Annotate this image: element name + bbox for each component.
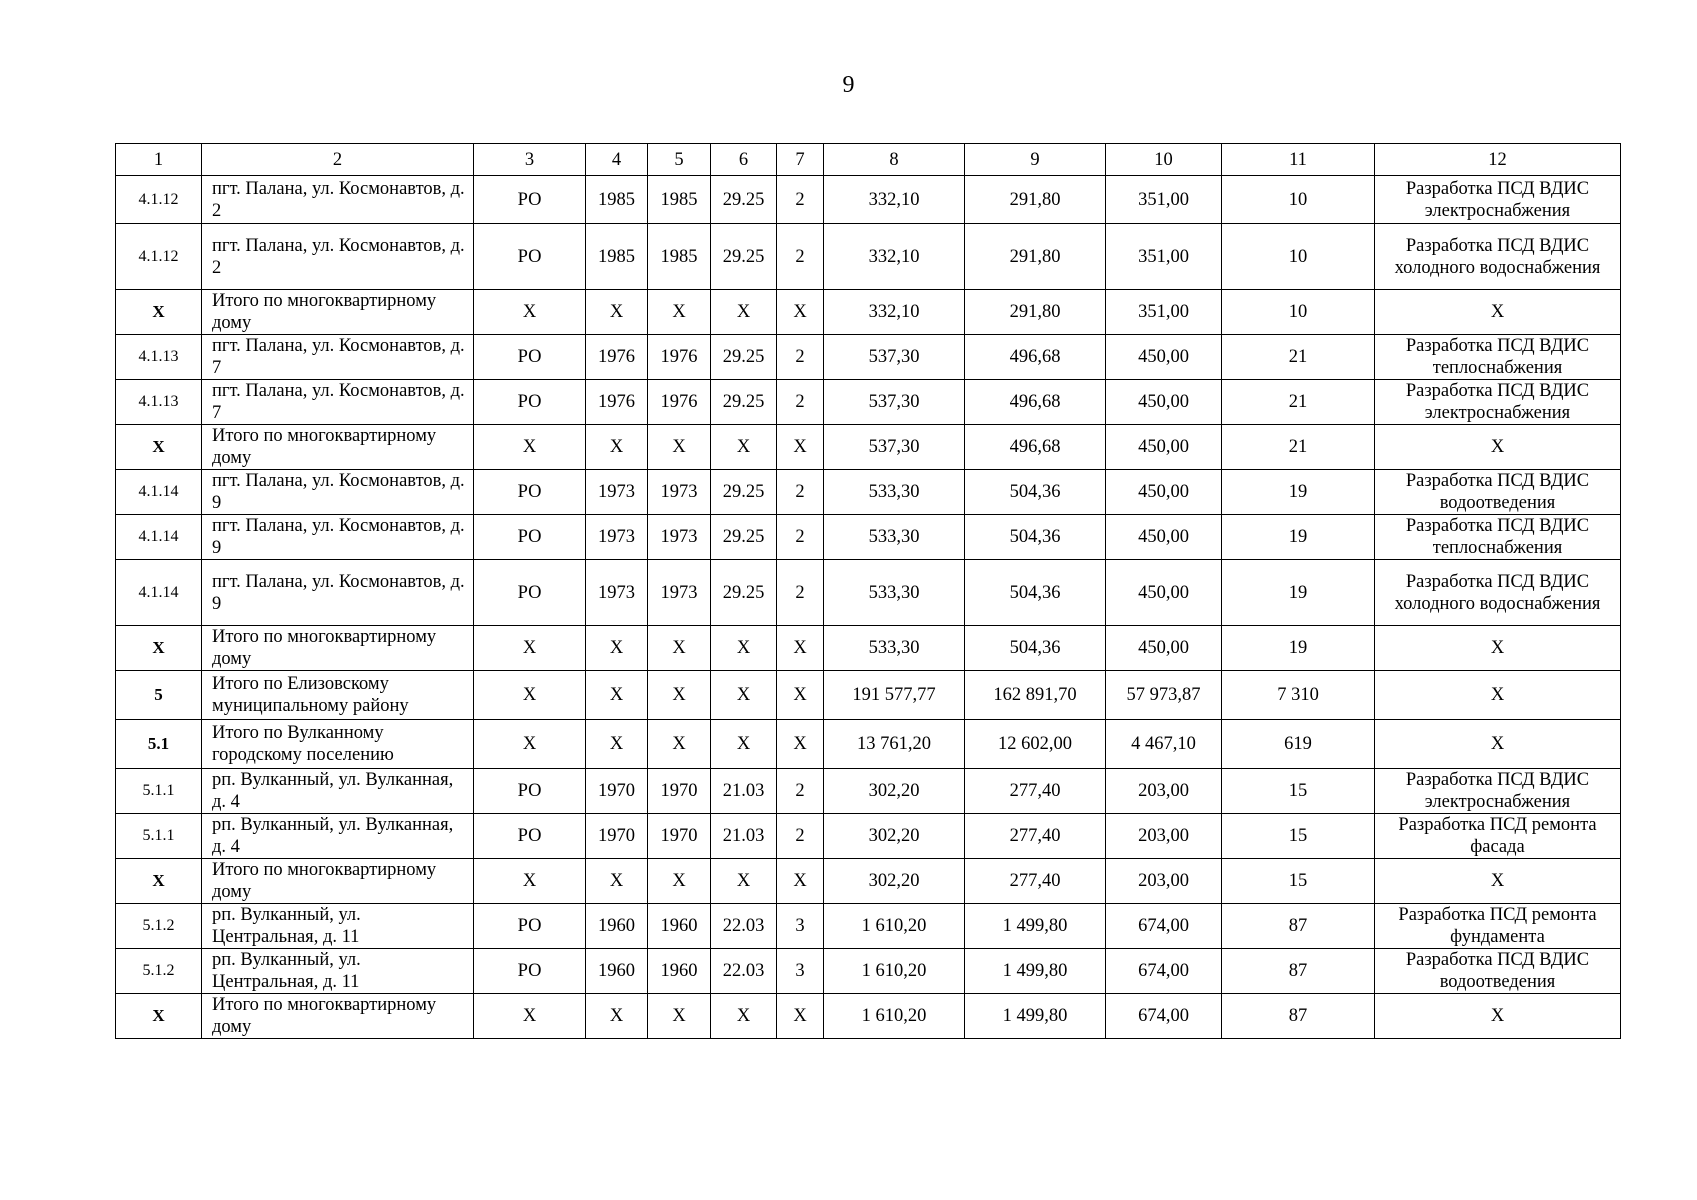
ownership-cell: РО [474,814,586,859]
commissioning-year-cell: 1960 [586,949,648,994]
commissioning-year-cell: 1976 [586,380,648,425]
wall-material-cell: Х [711,671,777,720]
construction-year-cell: 1960 [648,904,711,949]
living-area-cell: 496,68 [965,380,1106,425]
total-area-cell: 1 610,20 [824,994,965,1039]
row-number-cell: 4.1.13 [116,380,202,425]
construction-year-cell: Х [648,425,711,470]
address-cell: рп. Вулканный, ул. Вулканная, д. 4 [202,814,474,859]
subtotal-row [116,720,1621,769]
subtotal-row [116,290,1621,335]
address-cell: Итого по Вулканному городскому поселению [202,720,474,769]
total-area-cell: 302,20 [824,769,965,814]
construction-year-cell: 1970 [648,814,711,859]
living-area-cell: 291,80 [965,290,1106,335]
construction-year-cell: 1960 [648,949,711,994]
column-header: 1 [116,144,202,176]
floors-cell: 2 [777,335,824,380]
row-number-cell: Х [116,994,202,1039]
living-area-cell: 291,80 [965,176,1106,224]
construction-year-cell: 1973 [648,515,711,560]
nonliving-area-cell: 57 973,87 [1106,671,1222,720]
wall-material-cell: 29.25 [711,380,777,425]
row-number-cell: Х [116,290,202,335]
address-cell: пгт. Палана, ул. Космонавтов, д. 9 [202,515,474,560]
nonliving-area-cell: 351,00 [1106,176,1222,224]
address-cell: пгт. Палана, ул. Космонавтов, д. 9 [202,560,474,626]
residents-cell: 19 [1222,515,1375,560]
nonliving-area-cell: 351,00 [1106,290,1222,335]
commissioning-year-cell: Х [586,994,648,1039]
wall-material-cell: 29.25 [711,560,777,626]
subtotal-row [116,671,1621,720]
residents-cell: 7 310 [1222,671,1375,720]
table-row [116,949,1621,994]
column-header: 4 [586,144,648,176]
row-number-cell: 4.1.12 [116,224,202,290]
address-cell: пгт. Палана, ул. Космонавтов, д. 7 [202,380,474,425]
nonliving-area-cell: 351,00 [1106,224,1222,290]
living-area-cell: 277,40 [965,769,1106,814]
residents-cell: 10 [1222,176,1375,224]
commissioning-year-cell: 1970 [586,814,648,859]
construction-year-cell: Х [648,720,711,769]
living-area-cell: 12 602,00 [965,720,1106,769]
ownership-cell: РО [474,515,586,560]
commissioning-year-cell: 1973 [586,470,648,515]
column-number-header-row [116,144,1621,176]
living-area-cell: 496,68 [965,335,1106,380]
residents-cell: 21 [1222,425,1375,470]
row-number-cell: 4.1.14 [116,470,202,515]
wall-material-cell: Х [711,626,777,671]
nonliving-area-cell: 4 467,10 [1106,720,1222,769]
commissioning-year-cell: 1970 [586,769,648,814]
row-number-cell: 5.1 [116,720,202,769]
living-area-cell: 504,36 [965,626,1106,671]
row-number-cell: 4.1.12 [116,176,202,224]
total-area-cell: 533,30 [824,470,965,515]
work-type-cell: Разработка ПСД ВДИС водоотведения [1375,470,1621,515]
commissioning-year-cell: 1985 [586,176,648,224]
floors-cell: Х [777,994,824,1039]
floors-cell: Х [777,859,824,904]
address-cell: Итого по многоквартирному дому [202,425,474,470]
nonliving-area-cell: 450,00 [1106,380,1222,425]
residents-cell: 87 [1222,949,1375,994]
ownership-cell: РО [474,470,586,515]
commissioning-year-cell: 1976 [586,335,648,380]
row-number-cell: 5 [116,671,202,720]
subtotal-row [116,626,1621,671]
column-header: 12 [1375,144,1621,176]
work-type-cell: Х [1375,425,1621,470]
living-area-cell: 504,36 [965,515,1106,560]
construction-year-cell: Х [648,626,711,671]
construction-year-cell: 1973 [648,470,711,515]
subtotal-row [116,425,1621,470]
work-type-cell: Разработка ПСД ВДИС электроснабжения [1375,769,1621,814]
floors-cell: 2 [777,560,824,626]
wall-material-cell: 29.25 [711,515,777,560]
column-header: 6 [711,144,777,176]
wall-material-cell: 22.03 [711,949,777,994]
work-type-cell: Разработка ПСД ВДИС электроснабжения [1375,176,1621,224]
residents-cell: 15 [1222,859,1375,904]
work-type-cell: Разработка ПСД ВДИС электроснабжения [1375,380,1621,425]
table-row [116,470,1621,515]
row-number-cell: 5.1.2 [116,949,202,994]
commissioning-year-cell: Х [586,671,648,720]
capital-repair-table [115,143,1621,1039]
commissioning-year-cell: Х [586,290,648,335]
residents-cell: 87 [1222,904,1375,949]
table-row [116,335,1621,380]
ownership-cell: РО [474,335,586,380]
wall-material-cell: Х [711,425,777,470]
total-area-cell: 302,20 [824,859,965,904]
nonliving-area-cell: 203,00 [1106,814,1222,859]
commissioning-year-cell: Х [586,720,648,769]
row-number-cell: 4.1.14 [116,560,202,626]
column-header: 9 [965,144,1106,176]
ownership-cell: РО [474,380,586,425]
row-number-cell: Х [116,626,202,671]
row-number-cell: Х [116,425,202,470]
nonliving-area-cell: 450,00 [1106,425,1222,470]
wall-material-cell: 22.03 [711,904,777,949]
row-number-cell: Х [116,859,202,904]
living-area-cell: 1 499,80 [965,994,1106,1039]
nonliving-area-cell: 450,00 [1106,335,1222,380]
ownership-cell: Х [474,720,586,769]
row-number-cell: 4.1.13 [116,335,202,380]
floors-cell: Х [777,720,824,769]
column-header: 3 [474,144,586,176]
address-cell: Итого по Елизовскому муниципальному району [202,671,474,720]
work-type-cell: Разработка ПСД ВДИС холодного водоснабжения [1375,224,1621,290]
floors-cell: 3 [777,904,824,949]
wall-material-cell: 21.03 [711,814,777,859]
construction-year-cell: 1985 [648,224,711,290]
work-type-cell: Разработка ПСД ремонта фундамента [1375,904,1621,949]
total-area-cell: 537,30 [824,425,965,470]
total-area-cell: 332,10 [824,224,965,290]
column-header: 10 [1106,144,1222,176]
wall-material-cell: Х [711,994,777,1039]
residents-cell: 21 [1222,380,1375,425]
total-area-cell: 13 761,20 [824,720,965,769]
residents-cell: 15 [1222,814,1375,859]
floors-cell: 2 [777,470,824,515]
commissioning-year-cell: Х [586,626,648,671]
ownership-cell: РО [474,769,586,814]
floors-cell: Х [777,671,824,720]
table-row [116,769,1621,814]
ownership-cell: РО [474,224,586,290]
address-cell: пгт. Палана, ул. Космонавтов, д. 7 [202,335,474,380]
table-row [116,224,1621,290]
wall-material-cell: Х [711,859,777,904]
wall-material-cell: 21.03 [711,769,777,814]
work-type-cell: Разработка ПСД ВДИС холодного водоснабжения [1375,560,1621,626]
work-type-cell: Разработка ПСД ВДИС теплоснабжения [1375,335,1621,380]
address-cell: пгт. Палана, ул. Космонавтов, д. 9 [202,470,474,515]
table-row [116,814,1621,859]
nonliving-area-cell: 674,00 [1106,994,1222,1039]
ownership-cell: РО [474,904,586,949]
construction-year-cell: Х [648,290,711,335]
work-type-cell: Х [1375,720,1621,769]
residents-cell: 19 [1222,470,1375,515]
table-row [116,904,1621,949]
residents-cell: 21 [1222,335,1375,380]
work-type-cell: Х [1375,859,1621,904]
construction-year-cell: 1985 [648,176,711,224]
column-header: 5 [648,144,711,176]
wall-material-cell: 29.25 [711,470,777,515]
address-cell: пгт. Палана, ул. Космонавтов, д. 2 [202,176,474,224]
commissioning-year-cell: 1960 [586,904,648,949]
wall-material-cell: Х [711,720,777,769]
work-type-cell: Разработка ПСД ВДИС водоотведения [1375,949,1621,994]
table-row [116,176,1621,224]
construction-year-cell: 1970 [648,769,711,814]
floors-cell: 3 [777,949,824,994]
construction-year-cell: Х [648,671,711,720]
total-area-cell: 533,30 [824,515,965,560]
nonliving-area-cell: 203,00 [1106,859,1222,904]
residents-cell: 10 [1222,224,1375,290]
wall-material-cell: 29.25 [711,335,777,380]
subtotal-row [116,994,1621,1039]
living-area-cell: 291,80 [965,224,1106,290]
total-area-cell: 533,30 [824,560,965,626]
row-number-cell: 5.1.1 [116,814,202,859]
address-cell: Итого по многоквартирному дому [202,859,474,904]
floors-cell: 2 [777,176,824,224]
ownership-cell: Х [474,859,586,904]
total-area-cell: 533,30 [824,626,965,671]
ownership-cell: РО [474,176,586,224]
commissioning-year-cell: 1973 [586,515,648,560]
living-area-cell: 504,36 [965,560,1106,626]
table-row [116,515,1621,560]
commissioning-year-cell: Х [586,425,648,470]
total-area-cell: 537,30 [824,380,965,425]
residents-cell: 619 [1222,720,1375,769]
column-header: 8 [824,144,965,176]
total-area-cell: 1 610,20 [824,904,965,949]
nonliving-area-cell: 450,00 [1106,515,1222,560]
address-cell: рп. Вулканный, ул. Центральная, д. 11 [202,904,474,949]
row-number-cell: 4.1.14 [116,515,202,560]
commissioning-year-cell: 1973 [586,560,648,626]
living-area-cell: 1 499,80 [965,949,1106,994]
total-area-cell: 537,30 [824,335,965,380]
work-type-cell: Х [1375,671,1621,720]
total-area-cell: 191 577,77 [824,671,965,720]
construction-year-cell: 1976 [648,335,711,380]
address-cell: пгт. Палана, ул. Космонавтов, д. 2 [202,224,474,290]
living-area-cell: 162 891,70 [965,671,1106,720]
residents-cell: 10 [1222,290,1375,335]
nonliving-area-cell: 450,00 [1106,560,1222,626]
subtotal-row [116,859,1621,904]
total-area-cell: 302,20 [824,814,965,859]
residents-cell: 87 [1222,994,1375,1039]
floors-cell: Х [777,425,824,470]
table-row [116,380,1621,425]
living-area-cell: 1 499,80 [965,904,1106,949]
construction-year-cell: 1976 [648,380,711,425]
work-type-cell: Х [1375,290,1621,335]
work-type-cell: Разработка ПСД ремонта фасада [1375,814,1621,859]
commissioning-year-cell: 1985 [586,224,648,290]
living-area-cell: 496,68 [965,425,1106,470]
floors-cell: 2 [777,769,824,814]
total-area-cell: 1 610,20 [824,949,965,994]
total-area-cell: 332,10 [824,176,965,224]
floors-cell: 2 [777,515,824,560]
nonliving-area-cell: 450,00 [1106,470,1222,515]
living-area-cell: 504,36 [965,470,1106,515]
construction-year-cell: 1973 [648,560,711,626]
ownership-cell: Х [474,671,586,720]
residents-cell: 19 [1222,560,1375,626]
floors-cell: 2 [777,224,824,290]
nonliving-area-cell: 450,00 [1106,626,1222,671]
floors-cell: Х [777,290,824,335]
floors-cell: Х [777,626,824,671]
address-cell: Итого по многоквартирному дому [202,290,474,335]
total-area-cell: 332,10 [824,290,965,335]
work-type-cell: Х [1375,994,1621,1039]
column-header: 11 [1222,144,1375,176]
ownership-cell: Х [474,425,586,470]
ownership-cell: РО [474,949,586,994]
wall-material-cell: Х [711,290,777,335]
ownership-cell: Х [474,290,586,335]
nonliving-area-cell: 674,00 [1106,949,1222,994]
residents-cell: 19 [1222,626,1375,671]
table-row [116,560,1621,626]
work-type-cell: Х [1375,626,1621,671]
address-cell: рп. Вулканный, ул. Вулканная, д. 4 [202,769,474,814]
page-number: 9 [842,72,855,98]
construction-year-cell: Х [648,994,711,1039]
column-header: 2 [202,144,474,176]
column-header: 7 [777,144,824,176]
floors-cell: 2 [777,814,824,859]
address-cell: Итого по многоквартирному дому [202,994,474,1039]
commissioning-year-cell: Х [586,859,648,904]
ownership-cell: РО [474,560,586,626]
construction-year-cell: Х [648,859,711,904]
ownership-cell: Х [474,994,586,1039]
nonliving-area-cell: 203,00 [1106,769,1222,814]
living-area-cell: 277,40 [965,859,1106,904]
row-number-cell: 5.1.2 [116,904,202,949]
work-type-cell: Разработка ПСД ВДИС теплоснабжения [1375,515,1621,560]
wall-material-cell: 29.25 [711,176,777,224]
nonliving-area-cell: 674,00 [1106,904,1222,949]
residents-cell: 15 [1222,769,1375,814]
wall-material-cell: 29.25 [711,224,777,290]
floors-cell: 2 [777,380,824,425]
address-cell: Итого по многоквартирному дому [202,626,474,671]
ownership-cell: Х [474,626,586,671]
address-cell: рп. Вулканный, ул. Центральная, д. 11 [202,949,474,994]
row-number-cell: 5.1.1 [116,769,202,814]
living-area-cell: 277,40 [965,814,1106,859]
